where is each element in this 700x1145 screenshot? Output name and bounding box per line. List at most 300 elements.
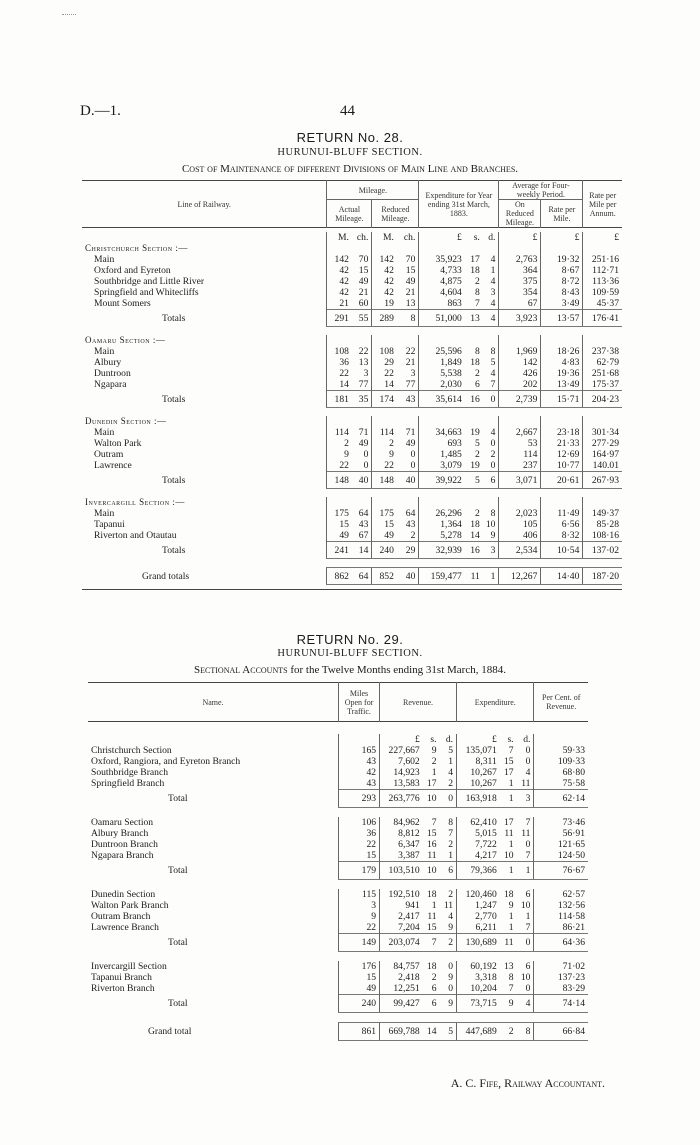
cell-rm: 2 — [372, 438, 397, 449]
cell-pc: 109·33 — [534, 756, 588, 767]
cell-red: 2,763 — [499, 254, 541, 265]
line-name: Walton Park — [94, 438, 142, 449]
cell-am: 42 — [327, 276, 352, 287]
cell-d: 10 — [485, 519, 496, 530]
totals-label: Grand total — [148, 1026, 192, 1037]
blank-cell — [583, 243, 622, 254]
cell-s: 2 — [475, 276, 480, 287]
cell-rl: 12,251 — [380, 983, 423, 995]
table-row — [88, 778, 588, 790]
blank-cell — [372, 243, 397, 254]
section-heading-row — [82, 243, 622, 254]
cell-ed: 0 — [517, 934, 534, 952]
cell-rm: 29 — [372, 357, 397, 368]
cell-rl: 2,417 — [380, 911, 423, 922]
cell-mi: 49 — [339, 983, 380, 995]
cell-rd: 1 — [448, 850, 454, 861]
cell-l: 159,477 — [419, 568, 465, 585]
cell-am: 241 — [327, 542, 352, 559]
table-row — [88, 839, 588, 850]
cell-am: 291 — [327, 310, 352, 327]
cell-pc: 64·36 — [534, 934, 588, 952]
cell-rpm: 19·36 — [541, 368, 583, 379]
cell-rs: 10 — [423, 790, 440, 808]
cell-rpa: 149·37 — [583, 508, 622, 519]
cell-ed: 1 — [525, 911, 531, 922]
blank-cell — [352, 243, 372, 254]
table-row — [88, 961, 588, 972]
cell-pc: 74·14 — [534, 995, 588, 1013]
cell-am: 2 — [327, 438, 352, 449]
units-blank — [534, 734, 588, 745]
cell-rc: 49 — [405, 276, 416, 287]
cell-rs: 2 — [431, 972, 437, 983]
section-heading: Oamaru Section :— — [85, 335, 166, 345]
cell-rs: 6 — [423, 995, 440, 1013]
cell-el: 10,204 — [457, 983, 500, 995]
page-code: D.—1. — [80, 103, 121, 119]
cell-red: 354 — [499, 287, 541, 298]
unit-label: £ — [457, 734, 500, 745]
cell-red: 1,969 — [499, 346, 541, 357]
cell-ac: 60 — [358, 298, 369, 309]
cell-s: 2 — [475, 368, 480, 379]
cell-es: 17 — [503, 817, 514, 828]
cell-red: 364 — [499, 265, 541, 276]
line-name: Main — [94, 254, 115, 265]
cell-rd: 8 — [448, 817, 454, 828]
blank-cell — [352, 497, 372, 508]
cell-el: 10,267 — [457, 778, 500, 790]
section-heading-row — [82, 416, 622, 427]
cell-rm: 49 — [372, 530, 397, 542]
account-name: Southbridge Branch — [91, 767, 169, 778]
line-name: Tapanui — [94, 519, 125, 530]
cell-s: 16 — [465, 391, 483, 408]
cell-rd: 9 — [448, 922, 454, 933]
totals-label: Total — [168, 937, 188, 948]
header-reduced-mileage: Reduced Mileage. — [372, 200, 419, 228]
cell-el: 6,211 — [457, 922, 500, 934]
cell-mi: 165 — [339, 745, 380, 756]
line-name: Main — [94, 427, 115, 438]
cell-rl: 6,347 — [380, 839, 423, 850]
cell-rpm: 3·49 — [541, 298, 583, 310]
cell-rpa: 140.01 — [583, 460, 622, 472]
cell-rd: 6 — [440, 862, 457, 880]
cell-mi: 861 — [339, 1023, 380, 1041]
cell-mi: 42 — [339, 767, 380, 778]
cell-rs: 18 — [426, 961, 437, 972]
cell-d: 3 — [490, 287, 496, 298]
cell-d: 7 — [490, 379, 496, 390]
cell-rl: 7,204 — [380, 922, 423, 934]
totals-row — [88, 790, 588, 808]
unit-label: s. — [507, 734, 514, 745]
cell-red: 406 — [499, 530, 541, 542]
cell-es: 7 — [508, 983, 514, 994]
totals-label: Total — [168, 998, 188, 1009]
return-29-section: HURUNUI-BLUFF SECTION. — [277, 648, 423, 659]
cell-d: 4 — [490, 254, 496, 265]
page-smudge — [62, 14, 76, 23]
cell-s: 2 — [475, 508, 480, 519]
cell-rs: 7 — [423, 934, 440, 952]
cell-rm: 42 — [372, 276, 397, 287]
cell-ac: 49 — [358, 276, 369, 287]
cell-s: 17 — [470, 254, 480, 265]
table-row — [88, 745, 588, 756]
cell-s: 19 — [470, 427, 480, 438]
cell-rs: 15 — [426, 922, 437, 933]
cell-rc: 77 — [405, 379, 416, 390]
cell-rl: 3,387 — [380, 850, 423, 862]
cell-d: 2 — [490, 449, 496, 460]
table-row — [82, 508, 622, 519]
cell-rc: 15 — [405, 265, 416, 276]
cell-ed: 11 — [521, 778, 531, 789]
cell-rl: 669,788 — [380, 1023, 423, 1041]
units-blank — [82, 232, 327, 243]
table-row — [82, 368, 622, 379]
cell-rpa: 237·38 — [583, 346, 622, 357]
cell-s: 7 — [475, 298, 480, 309]
cell-rm: 42 — [372, 265, 397, 276]
cell-mi: 15 — [339, 972, 380, 983]
cell-el: 73,715 — [457, 995, 500, 1013]
section-heading: Christchurch Section :— — [85, 243, 188, 253]
totals-label: Totals — [162, 474, 186, 486]
cell-l: 1,364 — [419, 519, 465, 530]
cell-mi: 36 — [339, 828, 380, 839]
cell-rpa: 175·37 — [583, 379, 622, 391]
cell-el: 163,918 — [457, 790, 500, 808]
blank-cell — [397, 335, 419, 346]
cell-s: 6 — [475, 379, 480, 390]
unit-label: £ — [419, 232, 465, 243]
section-heading-row — [82, 335, 622, 346]
cell-pc: 137·23 — [534, 972, 588, 983]
cell-rl: 192,510 — [380, 889, 423, 900]
blank-cell — [327, 497, 352, 508]
cell-pc: 59·33 — [534, 745, 588, 756]
cell-rm: 240 — [372, 542, 397, 559]
cell-es: 11 — [500, 934, 517, 952]
cell-ac: 0 — [363, 449, 369, 460]
cell-rd: 4 — [448, 911, 454, 922]
section-heading: Dunedin Section :— — [85, 416, 167, 426]
units-row — [88, 734, 588, 745]
table-row — [88, 817, 588, 828]
cell-ac: 43 — [358, 519, 369, 530]
header-per-cent: Per Cent. of Revenue. — [534, 683, 588, 722]
cell-el: 8,311 — [457, 756, 500, 767]
totals-label: Totals — [162, 393, 186, 405]
cell-rd: 9 — [448, 972, 454, 983]
cell-es: 11 — [504, 828, 514, 839]
cell-rm: 15 — [372, 519, 397, 530]
cell-rm: 42 — [372, 287, 397, 298]
cell-el: 4,217 — [457, 850, 500, 862]
cell-pc: 86·21 — [534, 922, 588, 934]
cell-l: 32,939 — [419, 542, 465, 559]
line-name: Oxford and Eyreton — [94, 265, 171, 276]
cell-ac: 13 — [358, 357, 369, 368]
totals-row — [88, 934, 588, 952]
cell-red: 202 — [499, 379, 541, 391]
account-name: Duntroon Branch — [91, 839, 158, 850]
cell-pc: 62·57 — [534, 889, 588, 900]
table-row — [82, 287, 622, 298]
cell-ed: 7 — [525, 850, 531, 861]
cell-red: 426 — [499, 368, 541, 379]
totals-label: Totals — [162, 544, 186, 556]
cell-s: 18 — [470, 519, 480, 530]
cell-d: 4 — [490, 298, 496, 309]
cell-am: 181 — [327, 391, 352, 408]
cell-rm: 289 — [372, 310, 397, 327]
cell-rm: 14 — [372, 379, 397, 391]
cell-mi: 9 — [339, 911, 380, 922]
cell-am: 22 — [327, 460, 352, 472]
cell-es: 18 — [503, 889, 514, 900]
section-heading-row — [82, 497, 622, 508]
cell-rpa: 251·68 — [583, 368, 622, 379]
cell-rd: 5 — [448, 745, 454, 756]
header-mileage: Mileage. — [327, 181, 419, 200]
account-name: Christchurch Section — [91, 745, 172, 756]
cell-rd: 0 — [440, 790, 457, 808]
cell-rm: 19 — [372, 298, 397, 310]
cell-red: 2,739 — [499, 391, 541, 408]
header-expenditure: Expenditure for Year ending 31st March, 1883. — [419, 181, 499, 228]
cell-mi: 149 — [339, 934, 380, 952]
cell-rpm: 8·67 — [541, 265, 583, 276]
table-row — [88, 756, 588, 767]
cell-rs: 6 — [431, 983, 437, 994]
return-29-title: RETURN No. 29. — [296, 632, 404, 647]
cell-rs: 10 — [423, 862, 440, 880]
cell-mi: 115 — [339, 889, 380, 900]
cell-rc: 40 — [397, 568, 419, 585]
cell-ac: 67 — [358, 530, 369, 541]
cell-rpm: 13·57 — [541, 310, 583, 327]
cell-ac: 64 — [352, 568, 372, 585]
cell-rpa: 62·79 — [583, 357, 622, 368]
cell-rpm: 12·69 — [541, 449, 583, 460]
table-row — [82, 346, 622, 357]
cell-rd: 2 — [448, 839, 454, 850]
cell-d: 4 — [490, 276, 496, 287]
totals-row — [82, 568, 622, 585]
cell-s: 14 — [470, 530, 480, 541]
line-name: Mount Somers — [94, 298, 151, 310]
blank-cell — [372, 335, 397, 346]
cell-red: 53 — [499, 438, 541, 449]
cell-pc: 71·02 — [534, 961, 588, 972]
cell-rs: 15 — [426, 828, 437, 839]
cell-el: 10,267 — [457, 767, 500, 778]
cell-rd: 1 — [448, 756, 454, 767]
cell-rd: 7 — [448, 828, 454, 839]
cell-rl: 227,667 — [380, 745, 423, 756]
cell-ac: 14 — [352, 542, 372, 559]
cell-el: 7,722 — [457, 839, 500, 850]
totals-label: Total — [168, 865, 188, 876]
cell-rl: 13,583 — [380, 778, 423, 790]
account-name: Oamaru Section — [91, 817, 154, 828]
cell-ed: 3 — [517, 790, 534, 808]
table-row — [88, 767, 588, 778]
cell-pc: 76·67 — [534, 862, 588, 880]
blank-cell — [419, 497, 465, 508]
cell-rm: 175 — [372, 508, 397, 519]
table-row — [82, 265, 622, 276]
cell-pc: 114·58 — [534, 911, 588, 922]
cell-es: 2 — [500, 1023, 517, 1041]
cell-rc: 21 — [405, 357, 416, 368]
table-row — [82, 460, 622, 472]
cell-red: 375 — [499, 276, 541, 287]
cell-rm: 22 — [372, 368, 397, 379]
cell-rpm: 21·33 — [541, 438, 583, 449]
cell-d: 4 — [483, 310, 499, 327]
cell-d: 0 — [490, 460, 496, 471]
cell-es: 8 — [508, 972, 514, 983]
cell-ed: 7 — [525, 817, 531, 828]
cell-am: 142 — [327, 254, 352, 265]
cell-rpa: 112·71 — [583, 265, 622, 276]
cell-rpm: 14·40 — [541, 568, 583, 585]
cell-ac: 49 — [358, 438, 369, 449]
header-rate-mile: Rate per Mile. — [541, 200, 583, 228]
cell-es: 1 — [508, 922, 514, 933]
cell-rc: 0 — [410, 449, 416, 460]
cell-d: 4 — [490, 368, 496, 379]
blank-cell — [372, 497, 397, 508]
cell-rm: 852 — [372, 568, 397, 585]
blank-cell — [419, 335, 465, 346]
unit-label: d. — [445, 734, 454, 745]
cell-ac: 15 — [358, 265, 369, 276]
blank-cell — [372, 416, 397, 427]
cell-am: 114 — [327, 427, 352, 438]
blank-cell — [397, 497, 419, 508]
blank-cell — [483, 243, 499, 254]
cell-rc: 22 — [405, 346, 416, 357]
cell-rpa: 277·29 — [583, 438, 622, 449]
cell-mi: 22 — [339, 839, 380, 850]
cell-rc: 64 — [405, 508, 416, 519]
cell-el: 3,318 — [457, 972, 500, 983]
cell-l: 2,030 — [419, 379, 465, 391]
account-name: Albury Branch — [91, 828, 149, 839]
blank-cell — [397, 416, 419, 427]
cell-am: 14 — [327, 379, 352, 391]
cell-am: 42 — [327, 287, 352, 298]
units-blank — [339, 734, 380, 745]
cell-es: 1 — [508, 911, 514, 922]
cell-mi: 22 — [339, 922, 380, 934]
cell-rl: 941 — [380, 900, 423, 911]
blank-cell — [499, 243, 541, 254]
cell-d: 0 — [490, 438, 496, 449]
cell-rpa: 251·16 — [583, 254, 622, 265]
cell-rc: 21 — [405, 287, 416, 298]
cell-rc: 29 — [397, 542, 419, 559]
totals-row — [82, 310, 622, 327]
cell-rpa: 164·97 — [583, 449, 622, 460]
cell-am: 108 — [327, 346, 352, 357]
cell-d: 3 — [483, 542, 499, 559]
cell-el: 5,015 — [457, 828, 500, 839]
cell-es: 10 — [503, 850, 514, 861]
cell-rpa: 137·02 — [583, 542, 622, 559]
blank-cell — [541, 335, 583, 346]
cell-rpm: 11·49 — [541, 508, 583, 519]
cell-rpm: 19·32 — [541, 254, 583, 265]
cell-rpa: 108·16 — [583, 530, 622, 542]
cell-l: 1,485 — [419, 449, 465, 460]
cell-rl: 7,602 — [380, 756, 423, 767]
account-name: Ngapara Branch — [91, 850, 154, 862]
line-name: Lawrence — [94, 460, 132, 472]
cell-mi: 106 — [339, 817, 380, 828]
signature: A. C. Fife, Railway Accountant. — [450, 1076, 605, 1090]
cell-rc: 3 — [410, 368, 416, 379]
blank-cell — [465, 243, 483, 254]
cell-es: 17 — [503, 767, 514, 778]
cell-rd: 0 — [448, 983, 454, 994]
cell-mi: 43 — [339, 756, 380, 767]
cell-pc: 73·46 — [534, 817, 588, 828]
return-29-caption-a: Sectional Accounts — [194, 664, 288, 676]
line-name: Main — [94, 346, 115, 357]
cell-rpa: 187·20 — [583, 568, 622, 585]
line-name: Outram — [94, 449, 124, 460]
cell-am: 49 — [327, 530, 352, 542]
cell-rpm: 18·26 — [541, 346, 583, 357]
cell-rpa: 45·37 — [583, 298, 622, 310]
unit-label: s. — [430, 734, 437, 745]
cell-ed: 0 — [525, 839, 531, 850]
cell-rl: 84,962 — [380, 817, 423, 828]
blank-cell — [465, 497, 483, 508]
cell-s: 8 — [475, 287, 480, 298]
cell-ac: 35 — [352, 391, 372, 408]
totals-label: Grand totals — [142, 570, 190, 582]
table-row — [82, 254, 622, 265]
header-average: Average for Four-weekly Period. — [499, 181, 583, 200]
blank-cell — [327, 416, 352, 427]
cell-rc: 8 — [397, 310, 419, 327]
return-28-section: HURUNUI-BLUFF SECTION. — [277, 147, 423, 158]
blank-cell — [352, 416, 372, 427]
cell-rl: 263,776 — [380, 790, 423, 808]
cell-rpm: 6·56 — [541, 519, 583, 530]
sectional-accounts-table — [88, 682, 588, 1041]
cell-l: 863 — [419, 298, 465, 310]
return-28-title: RETURN No. 28. — [296, 130, 404, 145]
cell-ed: 7 — [525, 922, 531, 933]
cell-d: 5 — [490, 357, 496, 368]
cell-ac: 22 — [358, 346, 369, 357]
cell-rpm: 10·54 — [541, 542, 583, 559]
table-row — [88, 900, 588, 911]
table-row — [82, 438, 622, 449]
cell-ac: 3 — [363, 368, 369, 379]
cell-am: 21 — [327, 298, 352, 310]
